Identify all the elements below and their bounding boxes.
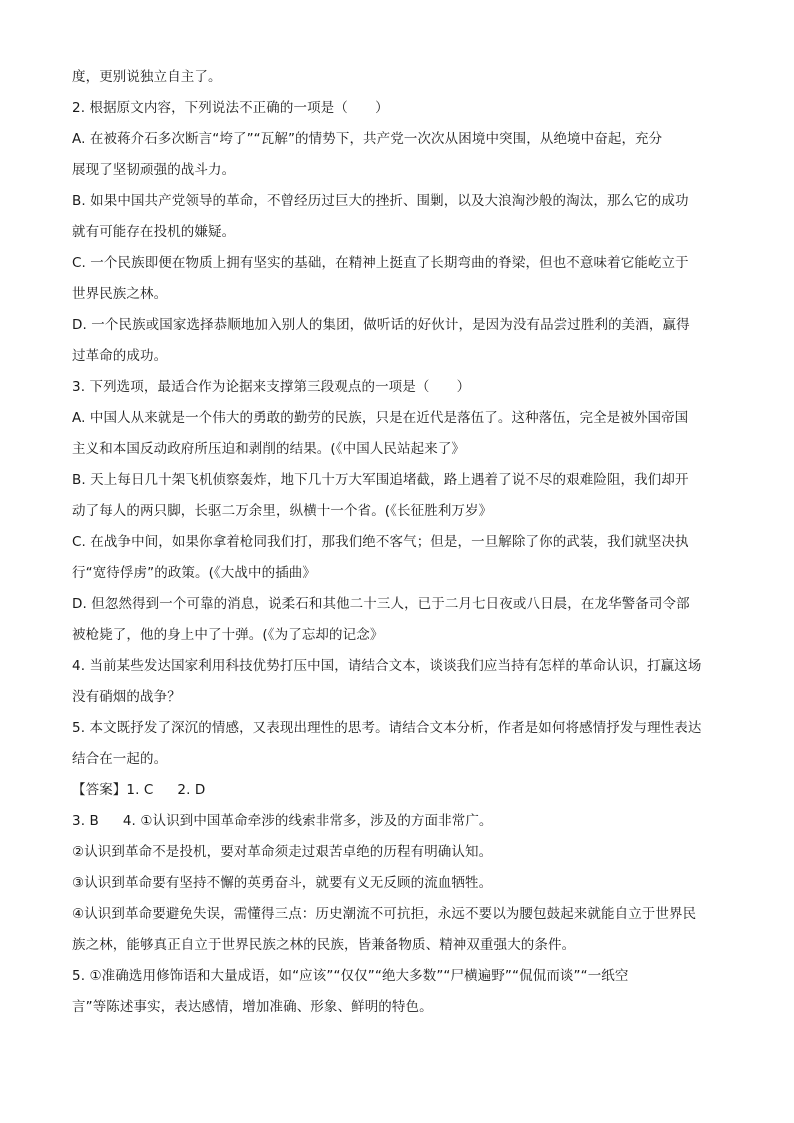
question-5-line-1: 5. 本文既抒发了深沉的情感，又表现出理性的思考。请结合文本分析，作者是如何将感情抒发与理性表达 bbox=[72, 720, 702, 736]
question-4-line-2: 没有硝烟的战争？ bbox=[72, 689, 181, 705]
q2-option-b-line-1: B. 如果中国共产党领导的革命，不曾经历过巨大的挫折、围剿，以及大浪淘沙般的淘汰，那么它的成功 bbox=[72, 193, 689, 209]
q3-option-c-line-2: 行“宽待俘虏”的政策。(《大战中的插曲》 bbox=[72, 565, 317, 581]
q2-option-d-line-2: 过革命的成功。 bbox=[72, 348, 168, 364]
answer-1: 1. C bbox=[126, 782, 154, 798]
document-page bbox=[72, 62, 724, 1023]
q2-option-d-line-1: D. 一个民族或国家选择恭顺地加入别人的集团，做听话的好伙计，是因为没有品尝过胜利的美酒，赢得 bbox=[72, 317, 690, 333]
answer-tag: 【答案】 bbox=[72, 782, 127, 798]
answer-4-point-4-line-2: 族之林，能够真正自立于世界民族之林的民族，皆兼备物质、精神双重强大的条件。 bbox=[72, 937, 576, 953]
text-line: 度，更别说独立自主了。 bbox=[72, 69, 222, 85]
q2-option-a-line-1: A. 在被蒋介石多次断言“垮了”“瓦解”的情势下，共产党一次次从困境中突围，从绝境中奋起，充分 bbox=[72, 131, 663, 147]
answer-4-point-2: ②认识到革命不是投机，要对革命须走过艰苦卓绝的历程有明确认知。 bbox=[72, 844, 493, 860]
q2-option-c-line-2: 世界民族之林。 bbox=[72, 286, 168, 302]
answer-4-point-3: ③认识到革命要有坚持不懈的英勇奋斗，就要有义无反顾的流血牺牲。 bbox=[72, 875, 493, 891]
q3-option-a-line-2: 主义和本国反动政府所压迫和剥削的结果。(《中国人民站起来了》 bbox=[72, 441, 466, 457]
q3-option-d-line-1: D. 但忽然得到一个可靠的消息，说柔石和其他二十三人，已于二月七日夜或八日晨，在龙华警备司令部 bbox=[72, 596, 690, 612]
answer-5-line-1: 5. ①准确选用修饰语和大量成语，如“应该”“仅仅”“绝大多数”“尸横遍野”“侃侃而谈”“一纸空 bbox=[72, 968, 629, 984]
answer-3: 3. B bbox=[72, 813, 99, 829]
q2-option-c-line-1: C. 一个民族即便在物质上拥有坚实的基础，在精神上挺直了长期弯曲的脊梁，但也不意味着它能屹立于 bbox=[72, 255, 689, 271]
answer-2: 2. D bbox=[177, 782, 206, 798]
q3-option-b-line-2: 动了每人的两只脚，长驱二万余里，纵横十一个省。(《长征胜利万岁》 bbox=[72, 503, 493, 519]
question-4-line-1: 4. 当前某些发达国家利用科技优势打压中国，请结合文本，谈谈我们应当持有怎样的革命认识，打赢这场 bbox=[72, 658, 702, 674]
q2-option-a-line-2: 展现了坚韧顽强的战斗力。 bbox=[72, 162, 236, 178]
q3-option-c-line-1: C. 在战争中间，如果你拿着枪同我们打，那我们绝不客气；但是，一旦解除了你的武装，我们就坚决执 bbox=[72, 534, 689, 550]
q3-option-a-line-1: A. 中国人从来就是一个伟大的勇敢的勤劳的民族，只是在近代是落伍了。这种落伍，完全是被外国帝国 bbox=[72, 410, 689, 426]
answer-line-1 bbox=[72, 775, 724, 806]
q2-option-b-line-2: 就有可能存在投机的嫌疑。 bbox=[72, 224, 236, 240]
question-2-stem: 2. 根据原文内容，下列说法不正确的一项是（ ） bbox=[72, 100, 389, 116]
answer-4-point-1: 4. ①认识到中国革命牵涉的线索非常多，涉及的方面非常广。 bbox=[122, 813, 493, 829]
question-5-line-2: 结合在一起的。 bbox=[72, 751, 168, 767]
q3-option-b-line-1: B. 天上每日几十架飞机侦察轰炸，地下几十万大军围追堵截，路上遇着了说不尽的艰难险阻，我们却开 bbox=[72, 472, 689, 488]
question-3-stem: 3. 下列选项，最适合作为论据来支撑第三段观点的一项是（ ） bbox=[72, 379, 471, 395]
answer-4-point-4-line-1: ④认识到革命要避免失误，需懂得三点：历史潮流不可抗拒，永远不要以为腰包鼓起来就能自立于世界民 bbox=[72, 906, 697, 922]
answer-5-line-2: 言”等陈述事实，表达感情，增加准确、形象、鲜明的特色。 bbox=[72, 999, 433, 1015]
q3-option-d-line-2: 被枪毙了，他的身上中了十弹。(《为了忘却的记念》 bbox=[72, 627, 384, 643]
answer-line-2 bbox=[72, 806, 724, 837]
